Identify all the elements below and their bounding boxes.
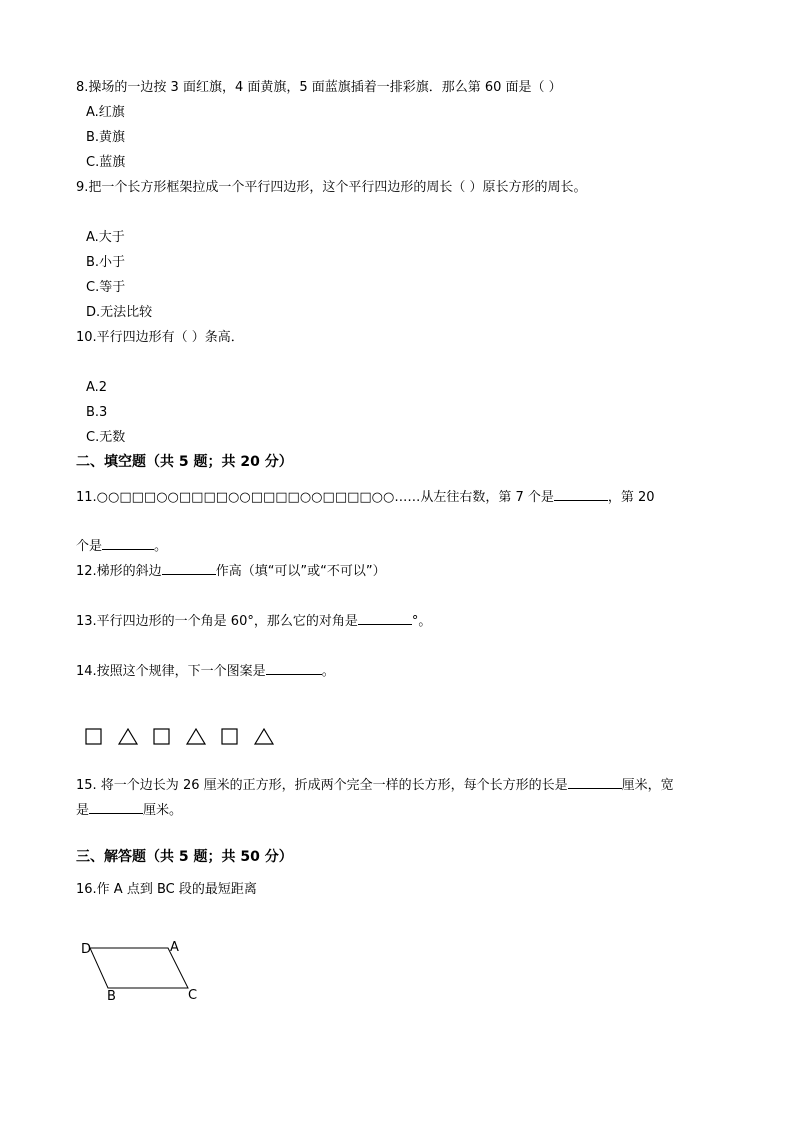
question-16-stem: 16.作 A 点到 BC 段的最短距离 [76,882,257,897]
question-11-blank-1[interactable] [554,487,608,501]
vertex-label-b: B [107,989,116,1004]
question-8-stem: 8.操场的一边按 3 面红旗，4 面黄旗，5 面蓝旗插着一排彩旗．那么第 60 面是（ ） [76,80,562,95]
question-10-option-a: A.2 [86,380,108,395]
question-15-blank-1[interactable] [568,775,622,789]
pattern-triangle-icon [119,729,137,744]
question-12-text-2: 作高（填“可以”或“不可以”） [215,564,386,579]
question-12-text-1: 12.梯形的斜边 [76,564,162,579]
vertex-label-d: D [81,942,92,957]
question-10-option-b: B.3 [86,405,108,420]
question-13-blank[interactable] [358,611,412,625]
vertex-label-a: A [170,940,179,955]
question-12 [76,561,386,581]
section-2-heading: 二、填空题（共 5 题；共 20 分） [76,454,293,470]
question-14-pattern [82,726,282,750]
question-8-option-c: C.蓝旗 [86,155,126,170]
question-10-stem: 10.平行四边形有（ ）条高． [76,330,244,345]
question-11-text-2: ，第 20 [607,490,655,505]
question-9-stem: 9.把一个长方形框架拉成一个平行四边形，这个平行四边形的周长（ ）原长方形的周长。 [76,180,587,195]
question-9-option-b: B.小于 [86,255,126,270]
question-15-text-4: 厘米。 [143,803,183,818]
question-13-text-1: 13.平行四边形的一个角是 60°，那么它的对角是 [76,614,358,629]
question-11-text-1: 11.○○□□□○○□□□□○○□□□□○○□□□□○○……从左往右数，第 7 个是 [76,490,554,505]
question-10-option-c: C.无数 [86,430,126,445]
question-8-option-a: A.红旗 [86,105,125,120]
question-12-blank[interactable] [162,561,216,575]
question-15-text-3: 是 [76,803,90,818]
question-11-text-4: 。 [154,539,168,554]
question-15-text-1: 15. 将一个边长为 26 厘米的正方形，折成两个完全一样的长方形，每个长方形的长是 [76,778,568,793]
question-9-option-c: C.等于 [86,280,126,295]
question-15-blank-2[interactable] [89,800,143,814]
pattern-triangle-icon [255,729,273,744]
question-13-text-2: °。 [411,614,432,629]
question-11-line-2 [76,536,167,556]
pattern-triangle-icon [187,729,205,744]
question-11-line-1 [76,487,655,507]
question-13 [76,611,431,631]
question-14-blank[interactable] [266,661,322,675]
section-3-heading: 三、解答题（共 5 题；共 50 分） [76,849,293,865]
vertex-label-c: C [188,988,198,1003]
question-9-option-d: D.无法比较 [86,305,153,320]
question-14-text-2: 。 [321,664,335,679]
question-15-line-2 [76,800,182,820]
pattern-square-icon [154,729,169,744]
question-14-text-1: 14.按照这个规律，下一个图案是 [76,664,266,679]
question-11-blank-2[interactable] [102,536,154,550]
question-11-text-3: 个是 [76,539,103,554]
question-9-option-a: A.大于 [86,230,125,245]
pattern-square-icon [222,729,237,744]
parallelogram-figure [78,936,208,1006]
question-14 [76,661,335,681]
question-15-line-1 [76,775,674,795]
question-15-text-2: 厘米，宽 [621,778,674,793]
question-8-option-b: B.黄旗 [86,130,126,145]
pattern-square-icon [86,729,101,744]
